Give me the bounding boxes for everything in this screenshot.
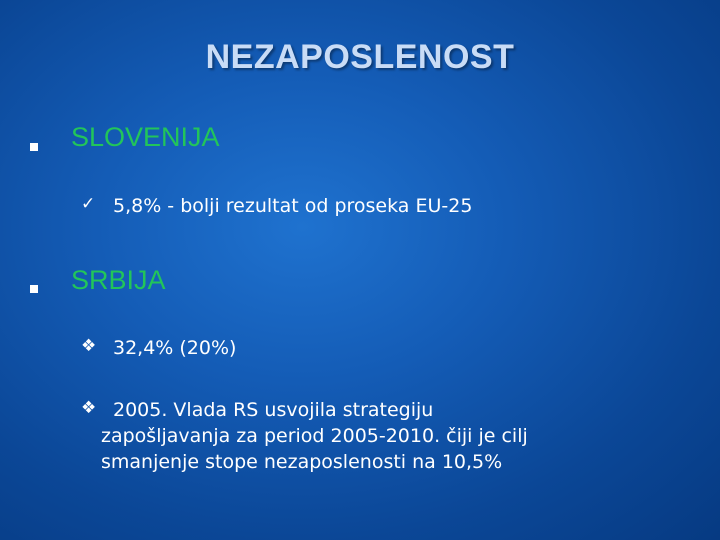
square-bullet-icon xyxy=(30,143,38,151)
check-icon: ✓ xyxy=(81,194,96,214)
bullet-slovenija: SLOVENIJA xyxy=(71,122,220,152)
slide-title: NEZAPOSLENOST xyxy=(205,38,515,76)
strategy-line-3: smanjenje stope nezaposlenosti na 10,5% xyxy=(101,451,503,473)
diamond-bullet-icon: ❖ xyxy=(81,336,97,356)
square-bullet-icon xyxy=(30,285,38,293)
srbija-rate-text: 32,4% (20%) xyxy=(113,337,237,359)
strategy-line-2: zapošljavanja za period 2005-2010. čiji je cilj xyxy=(101,425,528,447)
slovenija-rate-text: 5,8% - bolji rezultat od proseka EU-25 xyxy=(113,195,473,217)
diamond-bullet-icon: ❖ xyxy=(81,398,97,418)
bullet-srbija: SRBIJA xyxy=(71,265,166,295)
strategy-line-1: 2005. Vlada RS usvojila strategiju xyxy=(113,399,434,421)
